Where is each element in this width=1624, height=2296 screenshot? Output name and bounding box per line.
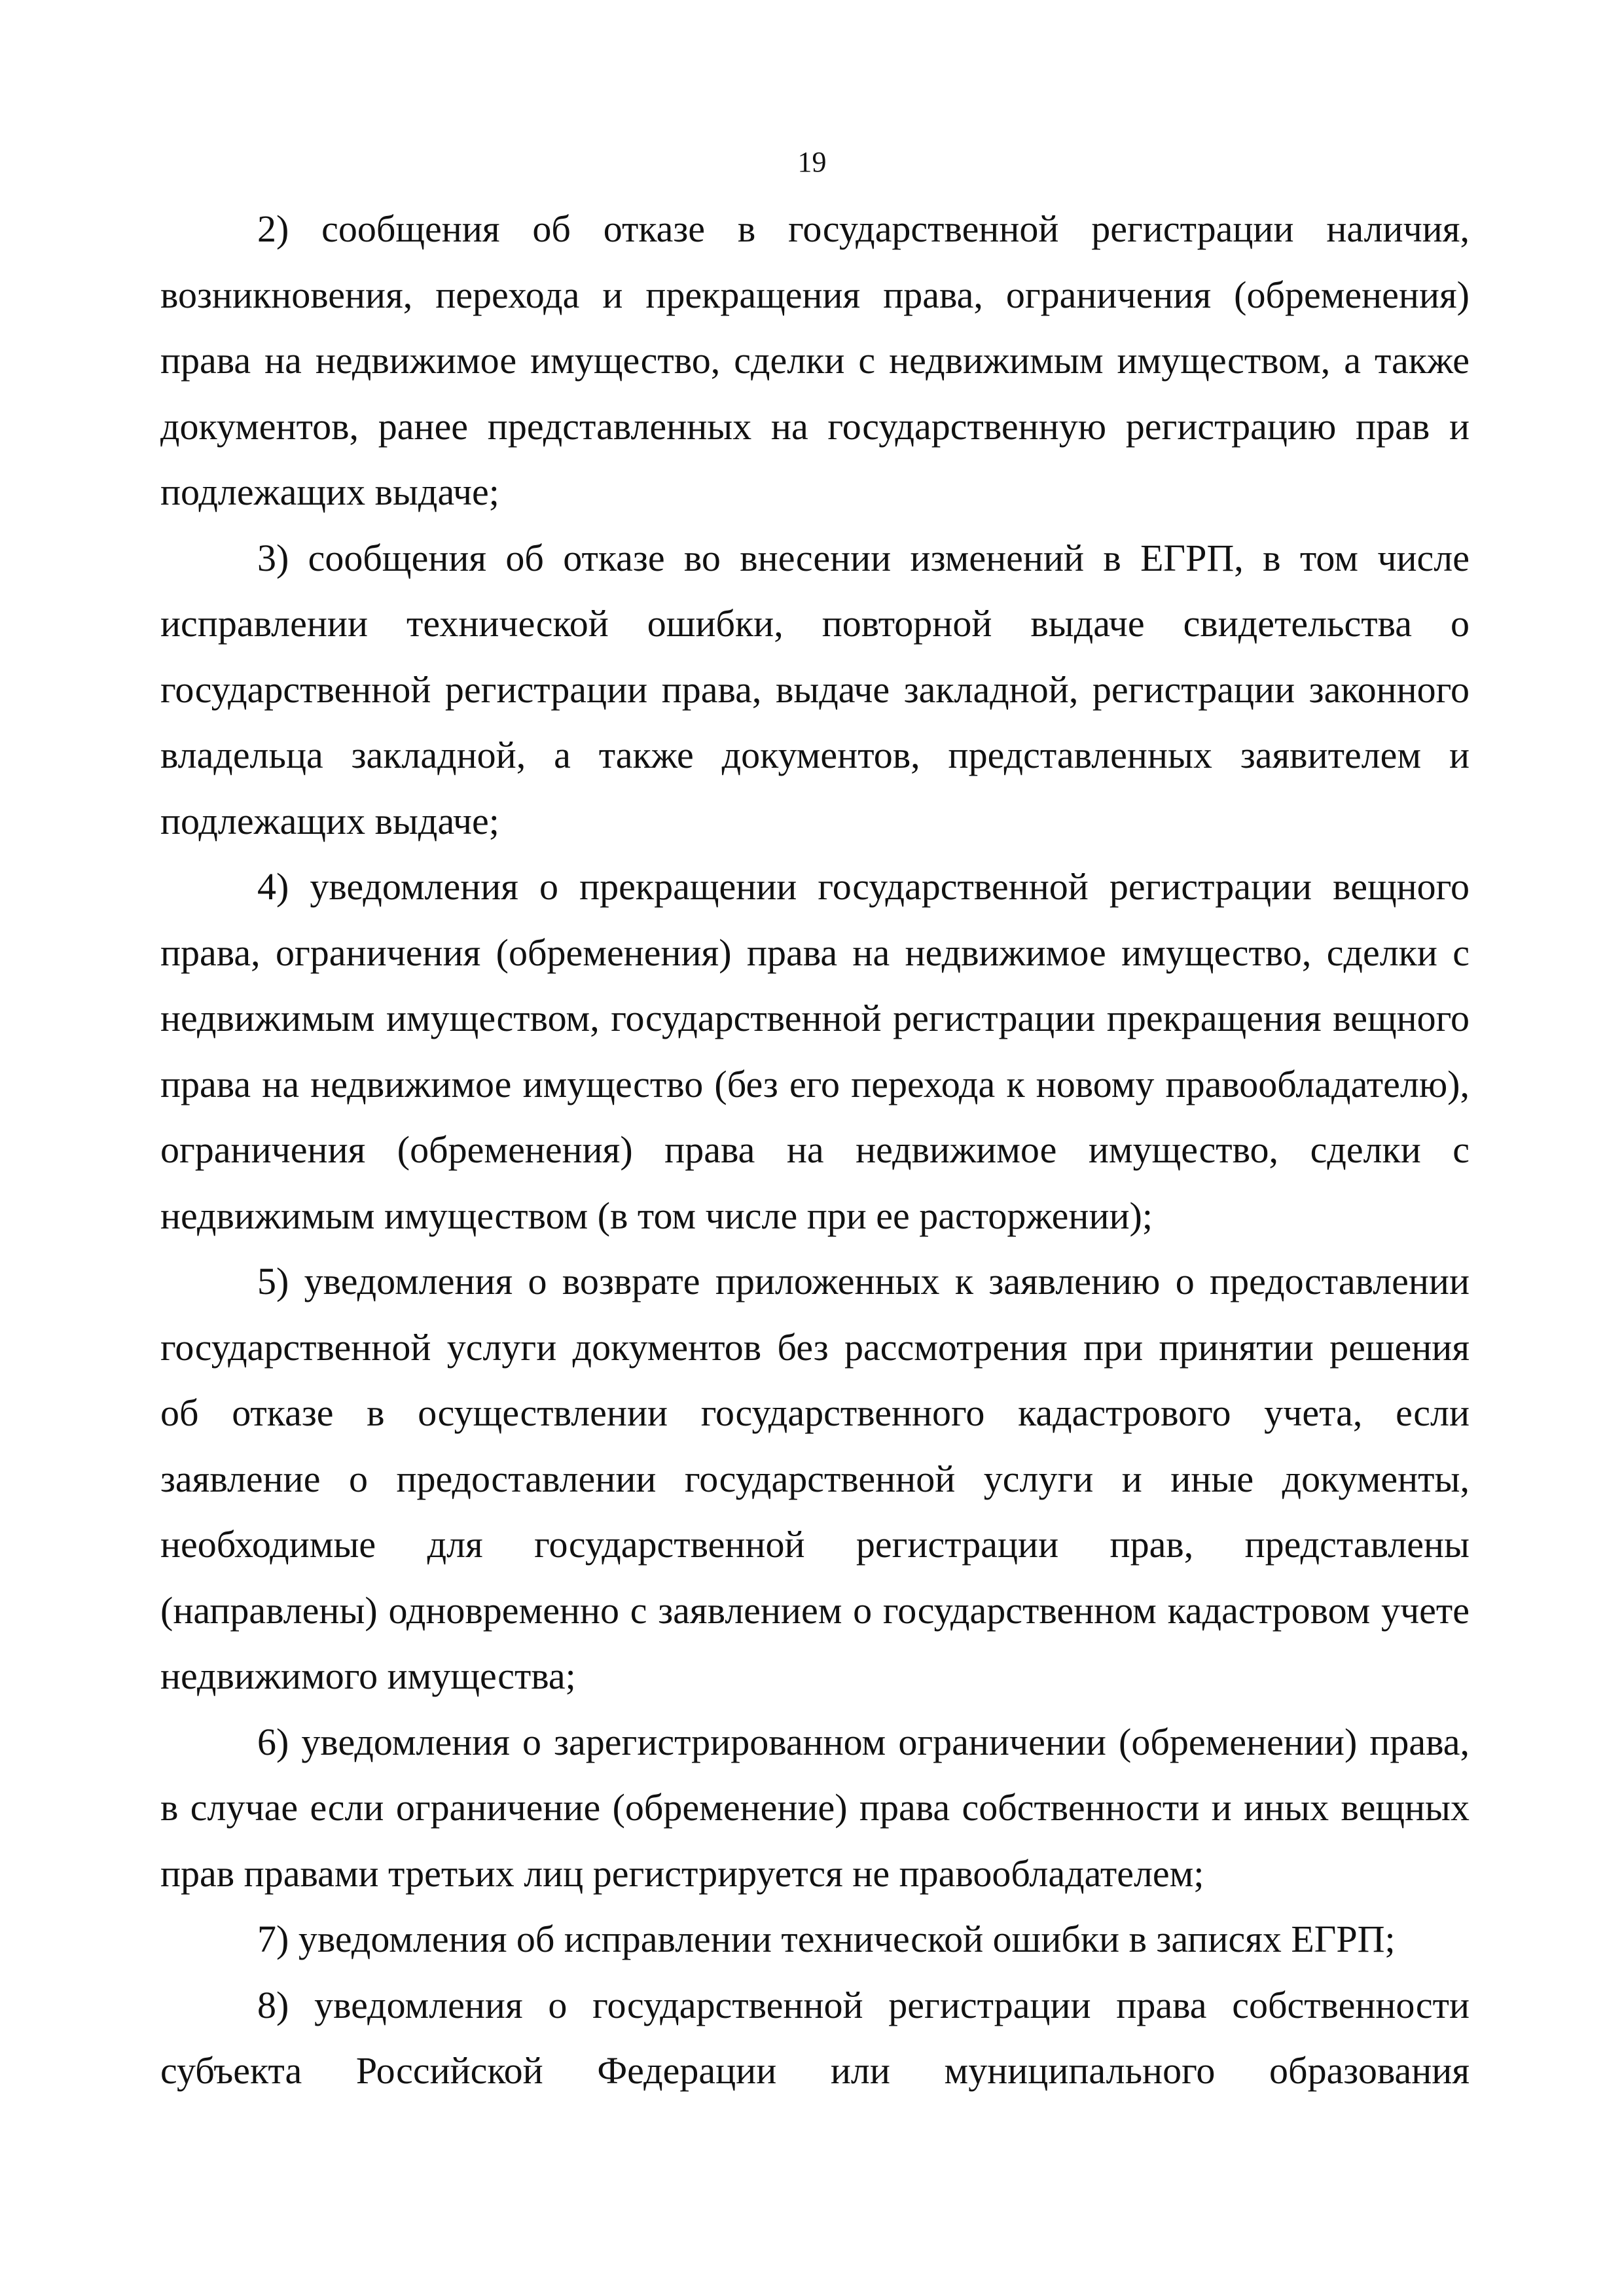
paragraph-item-2: 2) сообщения об отказе в государственной регистрации наличия, возникновения, перехода и прекращения права, ограничения (обременения) права на недвижимое имущество, сделки с недвижимым имуществом, а также документов, ранее представленных на государственную регистрацию прав и подлежащих выдаче; (160, 207, 1470, 513)
paragraph-item-3: 3) сообщения об отказе во внесении изменений в ЕГРП, в том числе исправлении технической ошибки, повторной выдаче свидетельства о государственной регистрации права, выдаче закладной, регистрации законного владельца закладной, а также документов, представленных заявителем и подлежащих выдаче; (160, 536, 1470, 842)
paragraph-item-4: 4) уведомления о прекращении государственной регистрации вещного права, ограничения (обременения) права на недвижимое имущество, сделки с недвижимым имуществом, государственной регистрации прекращения вещного права на недвижимое имущество (без его перехода к новому правообладателю), ограничения (обременения) права на недвижимое имущество, сделки с недвижимым имуществом (в том числе при ее расторжении); (160, 865, 1470, 1237)
paragraph-item-6: 6) уведомления о зарегистрированном ограничении (обременении) права, в случае если ограничение (обременение) права собственности и иных вещных прав правами третьих лиц регистрируется не правообладателем; (160, 1720, 1470, 1895)
paragraph-item-7: 7) уведомления об исправлении технической ошибки в записях ЕГРП; (257, 1918, 1396, 1960)
paragraph-item-8: 8) уведомления о государственной регистрации права собственности субъекта Российской Федерации или муниципального образования (160, 1983, 1470, 2092)
document-body (160, 196, 1470, 2104)
paragraph-item-5: 5) уведомления о возврате приложенных к заявлению о предоставлении государственной услуги документов без рассмотрения при принятии решения об отказе в осуществлении государственного кадастрового учета, если заявление о предоставлении государственной услуги и иные документы, необходимые для государственной регистрации прав, представлены (направлены) одновременно с заявлением о государственном кадастровом учете недвижимого имущества; (160, 1260, 1470, 1697)
page-number: 19 (797, 146, 827, 178)
